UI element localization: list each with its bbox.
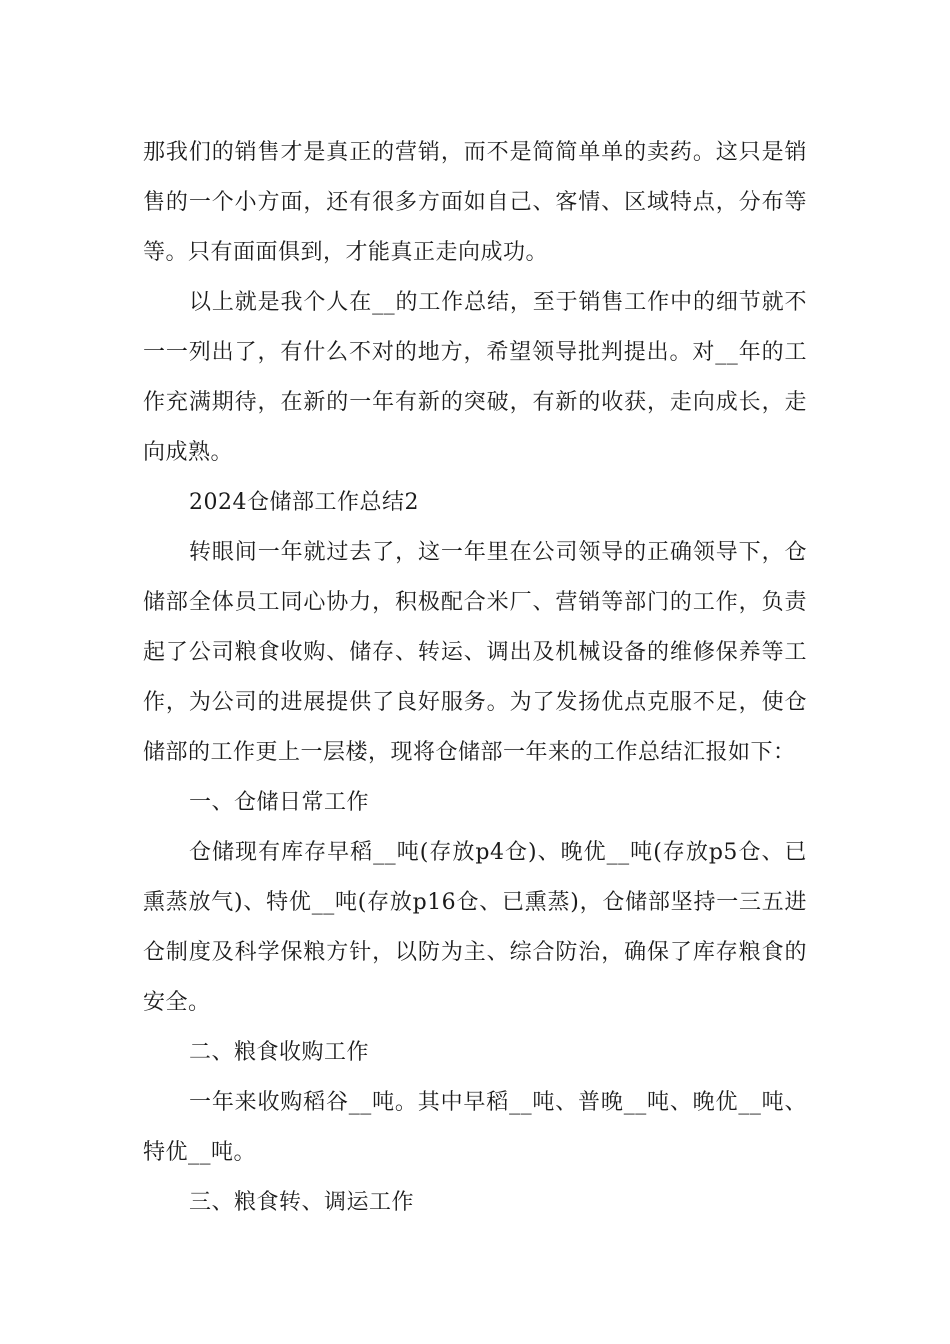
paragraph-sales-conclusion: 那我们的销售才是真正的营销，而不是简简单单的卖药。这只是销售的一个小方面，还有很多方面如自己、客情、区域特点，分布等等。只有面面俱到，才能真正走向成功。 [143, 140, 807, 265]
heading-daily-warehouse-work: 一、仓储日常工作 [189, 790, 370, 815]
paragraph-warehouse-intro: 转眼间一年就过去了，这一年里在公司领导的正确领导下，仓储部全体员工同心协力，积极配合米厂、营销等部门的工作，负责起了公司粮食收购、储存、转运、调出及机械设备的维修保养等工作，为公司的进展提供了良好服务。为了发扬优点克服不足，使仓储部的工作更上一层楼，现将仓储部一年来的工作总结汇报如下： [143, 540, 807, 765]
document-body [143, 128, 807, 1228]
section-title-warehouse-summary: 2024仓储部工作总结2 [189, 490, 419, 515]
paragraph-summary-closing: 以上就是我个人在__的工作总结，至于销售工作中的细节就不一一列出了，有什么不对的地方，希望领导批判提出。对__年的工作充满期待，在新的一年有新的突破，有新的收获，走向成长，走向成熟。 [143, 290, 807, 465]
paragraph-inventory: 仓储现有库存早稻__吨(存放p4仓)、晚优__吨(存放p5仓、已熏蒸放气)、特优__吨(存放p16仓、已熏蒸)，仓储部坚持一三五进仓制度及科学保粮方针，以防为主、综合防治，确保了库存粮食的安全。 [143, 840, 807, 1015]
heading-grain-purchase: 二、粮食收购工作 [189, 1040, 370, 1065]
paragraph-purchase-amounts: 一年来收购稻谷__吨。其中早稻__吨、普晚__吨、晚优__吨、特优__吨。 [143, 1090, 807, 1165]
heading-grain-transport: 三、粮食转、调运工作 [189, 1190, 415, 1215]
